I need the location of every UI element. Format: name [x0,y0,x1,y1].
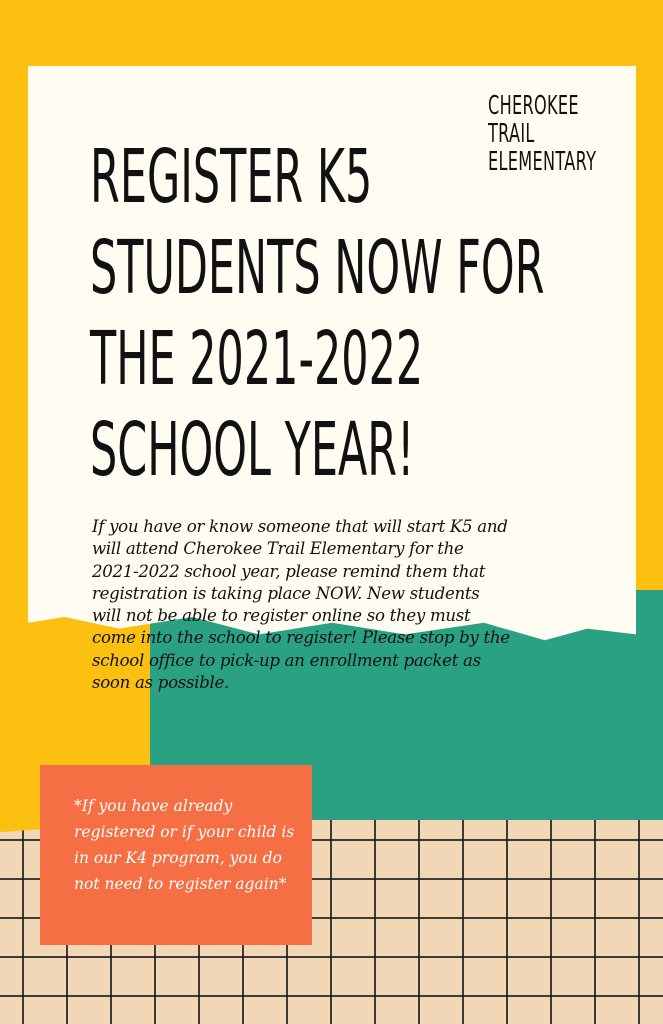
headline-line-4: SCHOOL YEAR! [90,407,415,493]
headline-line-3: THE 2021-2022 [90,316,424,402]
school-name [488,91,597,177]
school-name-line-3: ELEMENTARY [488,147,597,177]
school-name-line-1: CHEROKEE [488,91,579,121]
headline-line-1: REGISTER K5 [90,134,373,220]
school-name-line-2: TRAIL [488,119,535,149]
headline-line-2: STUDENTS NOW FOR [90,225,545,311]
registration-message: If you have or know someone that will start K5 and will attend Cherokee Trail Elementary for the 2021-2022 school year, please remind them that registration is taking place NOW. New students will not be able to register online so they must come into the school to register! Please stop by the school office to pick-up an enrollment packet as soon as possible. [92,517,510,693]
note-text: *If you have already registered or if your child is in our K4 program, you do not need to register again* [74,797,295,893]
